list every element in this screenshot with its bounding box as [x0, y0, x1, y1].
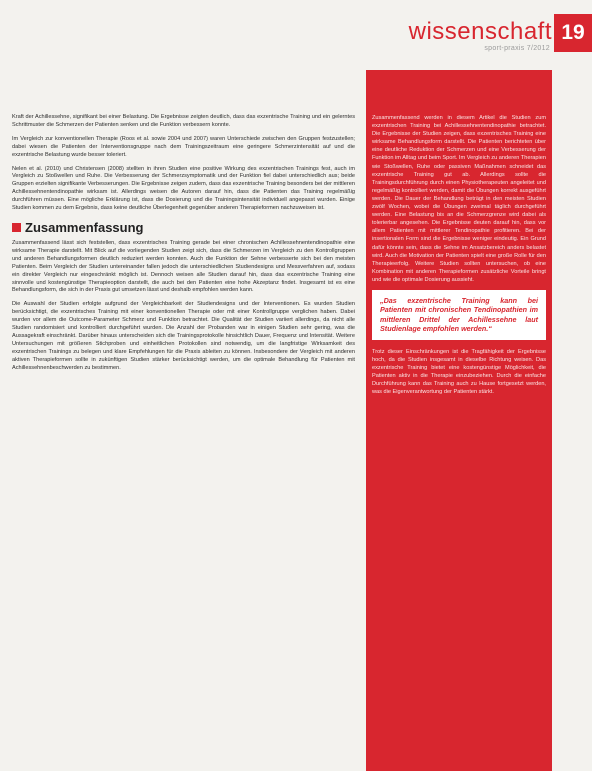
- summary-paragraph: Die Auswahl der Studien erfolgte aufgrund der Vergleichbarkeit der Studiendesigns und der Interventionen. Es wurden Studien berücksichtigt, die exzentrisches Training mit einer konventionellen Therapie oder mit einer Kontrollgruppe verglichen haben. Dabei wurden vor allem die Outcome-Parameter Schmerz und Funktion betrachtet. Die Qualität der Studien variiert allerdings, da nicht alle Studien randomisiert und kontrolliert durchgeführt wurden. Die Anzahl der Probanden war in einigen Studien sehr gering, was die Aussagekraft einschränkt. Darüber hinaus unterscheiden sich die Trainingsprotokolle hinsichtlich Dauer, Frequenz und Intensität. Weitere Untersuchungen mit größeren Stichproben und einheitlichen Protokollen sind notwendig, um die langfristige Wirksamkeit des exzentrischen Trainings zu belegen und klare Empfehlungen für die Praxis ableiten zu können. Insbesondere der Vergleich mit anderen aktiven Therapieformen sollte in zukünftigen Studien stärker berücksichtigt werden, um die optimale Behandlung für Patienten mit Achillessehnenbeschwerden zu bestimmen.: [12, 301, 355, 371]
- body-paragraph: Im Vergleich zur konventionellen Therapie (Roos et al. sowie 2004 und 2007) waren Unterschiede zwischen den Gruppen festzustellen; dabei wiesen die Patienten der Interventionsgruppe nach dem Trainingszeitraum eine geringere Schmerzintensität auf und die exzentrische Belastung wurde besser toleriert.: [12, 135, 355, 158]
- header-subline: sport-praxis 7/2012: [484, 45, 550, 52]
- pull-quote-text: „Das exzentrische Training kann bei Patienten mit chronischen Tendinopathien im mittleren Drittel der Achillessehne laut Studienlage empfohlen werden.“: [380, 295, 538, 334]
- main-text-column: [12, 114, 355, 378]
- page-header: [0, 0, 592, 70]
- sidebar-paragraph: Zusammenfassend werden in diesem Artikel die Studien zum exzentrischen Training bei Achillessehnentendinopathie betrachtet. Die Ergebnisse der Studien zeigen, dass exzentrisches Training eine wirksame Behandlungsform darstellt. Die Patienten berichteten über eine deutliche Reduktion der Schmerzen und eine Verbesserung der Funktion im Alltag und beim Sport. Im Vergleich zu anderen Therapien wie Stoßwellen, Ruhe oder passiven Maßnahmen schneidet das exzentrische Training gut ab. Allerdings sollte die Trainingsdurchführung durch einen Physiotherapeuten angeleitet und regelmäßig kontrolliert werden, damit die Übungen korrekt ausgeführt werden. Die Dauer der Behandlung beträgt in den meisten Studien zwölf Wochen, wobei die Übungen zweimal täglich durchgeführt werden. Eine Belastung bis an die Schmerzgrenze wird dabei als tolerierbar angesehen. Die Ergebnisse deuten darauf hin, dass vor allem Patienten mit mittlerer Tendinopathie profitieren. Bei der insertionalen Form sind die Ergebnisse weniger eindeutig. Ein Grund dafür könnte sein, dass die Sehne im Ansatzbereich anders belastet wird. Auch die Motivation der Patienten spielt eine große Rolle für den Therapieerfolg. Weitere Studien sollten untersuchen, ob eine Kombination mit anderen Therapieformen zusätzliche Vorteile bringt und wie die optimale Dosierung aussieht.: [372, 115, 546, 283]
- sidebar-red-column: [366, 70, 552, 771]
- page-number: 19: [561, 21, 585, 44]
- sidebar-paragraph: Trotz dieser Einschränkungen ist die Tragfähigkeit der Ergebnisse hoch, da die Studien insgesamt in dieselbe Richtung weisen. Das exzentrische Training bietet eine kostengünstige Möglichkeit, die Patienten aktiv in die Therapie einzubeziehen. Durch die einfache Durchführung kann das Training auch zu Hause fortgesetzt werden, was die Eigenverantwortung der Patienten stärkt.: [372, 348, 546, 396]
- red-square-marker: [12, 223, 21, 232]
- summary-paragraph: Zusammenfassend lässt sich feststellen, dass exzentrisches Training gerade bei einer chronischen Achillessehnentendinopathie eine wirksame Therapie darstellt. Mit Blick auf die vorliegenden Studien zeigt sich, dass die Schmerzen im Vergleich zu den Kontrollgruppen und anderen Behandlungsformen deutlich reduziert werden konnten. Auch die Funktion der Sehne verbesserte sich bei den meisten Patienten. Beim Vergleich der Studien untereinander fallen jedoch die unterschiedlichen Studiendesigns und Messverfahren auf, sodass ein direkter Vergleich nur eingeschränkt möglich ist. Dennoch weisen alle Studien darauf hin, dass das exzentrische Training eine sinnvolle und kostengünstige Therapieoption darstellt, die auch bei den Patienten eine hohe Akzeptanz findet. Insgesamt ist es eine Behandlungsform, die sich in der Praxis gut umsetzen lässt und deshalb empfohlen werden kann.: [12, 239, 355, 294]
- section-heading-text: Zusammenfassung: [25, 219, 144, 235]
- body-paragraph: Kraft der Achillessehne, signifikant bei einer Belastung. Die Ergebnisse zeigten deutlich, dass das exzentrische Training und ein gelerntes Schrittmuster die Schmerzen der Patienten senken und die Funktion verbessern konnte.: [12, 114, 355, 128]
- body-paragraph: Nelen et al. (2010) und Christensen (2008) stellten in ihren Studien eine positive Wirkung des exzentrischen Trainings fest, auch im Vergleich zu Stoßwellen und Ruhe. Die Verbesserung der Schmerzsymptomatik und der Funktion fiel dabei unterschiedlich aus; beide Gruppen erzielten signifikante Verbesserungen. Die Ergebnisse zeigen zudem, dass das exzentrische Training besonders bei der mittleren Achillessehnentendinopathie wirksam ist. Allerdings weisen die Autoren darauf hin, dass die Patienten das Training regelmäßig durchführen müssen. Eine mögliche Erklärung ist, dass die Dosierung und die Trainingsintensität individuell angepasst wurden. Einige Studien kommen zu dem Ergebnis, dass keine deutliche Überlegenheit gegenüber anderen Therapieformen nachzuweisen ist.: [12, 165, 355, 212]
- section-title: wissenschaft: [408, 18, 552, 45]
- page-number-badge: [554, 14, 592, 52]
- pull-quote: [372, 290, 546, 340]
- section-heading: [12, 221, 355, 235]
